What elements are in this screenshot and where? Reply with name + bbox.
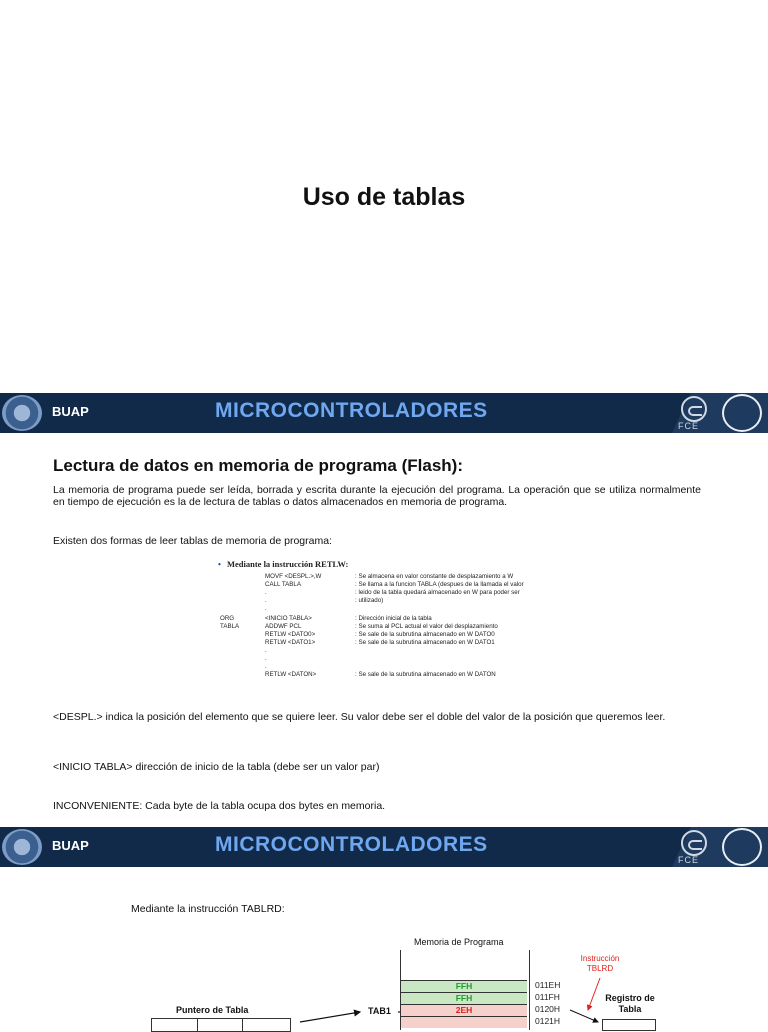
section-heading: Lectura de datos en memoria de programa (Flash): [53,456,463,475]
tablrd-intro: Mediante la instrucción TABLRD: [131,903,285,915]
slide-title: Uso de tablas [302,183,466,211]
fce-logo-text: FCE [678,855,699,865]
pointer-to-tab1-arrow [300,1012,360,1022]
code-row: RETLW <DATO0> : Se sale de la subrutina almacenado en W DATO0 [265,631,495,638]
table-pointer-label: Puntero de Tabla [176,1005,249,1015]
code-row: TABLA ADDWF PCL : Se suma al PCL actual el valor del desplazamiento [220,623,498,630]
memory-address: 0120H [535,1004,561,1014]
org-name: BUAP [52,838,89,853]
code-row: . : leido de la tabla quedará almacenado en W para poder ser [265,589,520,596]
memory-address: 011FH [535,992,560,1002]
bullet-icon: • [218,559,221,569]
code-row: . [265,663,267,670]
paragraph-inicio-tabla: <INICIO TABLA> dirección de inicio de la tabla (debe ser un valor par) [53,761,380,773]
code-row: . : utilizado) [265,597,384,604]
code-row: . [265,655,267,662]
code-row: RETLW <DATON> : Se sale de la subrutina almacenado en W DATON [265,671,496,678]
memory-cell: FFH [401,992,527,1004]
code-row: . [265,647,267,654]
memory-address: 011EH [535,980,561,990]
tblrd-arrow [588,978,600,1010]
paragraph-inconveniente: INCONVENIENTE: Cada byte de la tabla ocupa dos bytes en memoria. [53,800,386,812]
memory-to-register-arrow [570,1010,598,1022]
memory-title: Memoria de Programa [414,937,504,947]
tab1-label: TAB1 [368,1006,391,1016]
memory-address: 0121H [535,1016,561,1026]
paragraph-intro: La memoria de programa puede ser leída, borrada y escrita durante la ejecución del programa. La operación que se utiliza normalmente en tiempo de ejecución es la de lectura de tablas o datos almacenados en memoria de programa. [53,484,701,508]
org-name: BUAP [52,404,89,419]
table-register-label: Registro de Tabla [605,993,655,1014]
paragraph-despl: <DESPL.> indica la posición del elemento que se quiere leer. Su valor debe ser el doble del valor de la posición que queremos leer. [53,711,666,723]
code-listing-title: • Mediante la instrucción RETLW: [218,559,349,569]
tblrd-instruction-label: Instrucción TBLRD [580,954,620,973]
code-row: CALL TABLA : Se llama a la funcion TABLA (despues de la llamada el valor [265,581,524,588]
code-row: MOVF <DESPL.>,W : Se almacena en valor constante de desplazamiento a W [265,573,514,580]
code-row: ORG <INICIO TABLA> : Dirección inicial de la tabla [220,615,432,622]
memory-cell: FFH [401,980,527,992]
code-row: RETLW <DATO1> : Se sale de la subrutina almacenado en W DATO1 [265,639,495,646]
paragraph-methods: Existen dos formas de leer tablas de memoria de programa: [53,535,332,547]
fce-logo-text: FCE [678,421,699,431]
banner-heading: MICROCONTROLADORES [215,399,488,422]
code-row: . [265,605,267,612]
banner-heading: MICROCONTROLADORES [215,833,488,856]
memory-cell: 2EH [401,1004,527,1016]
